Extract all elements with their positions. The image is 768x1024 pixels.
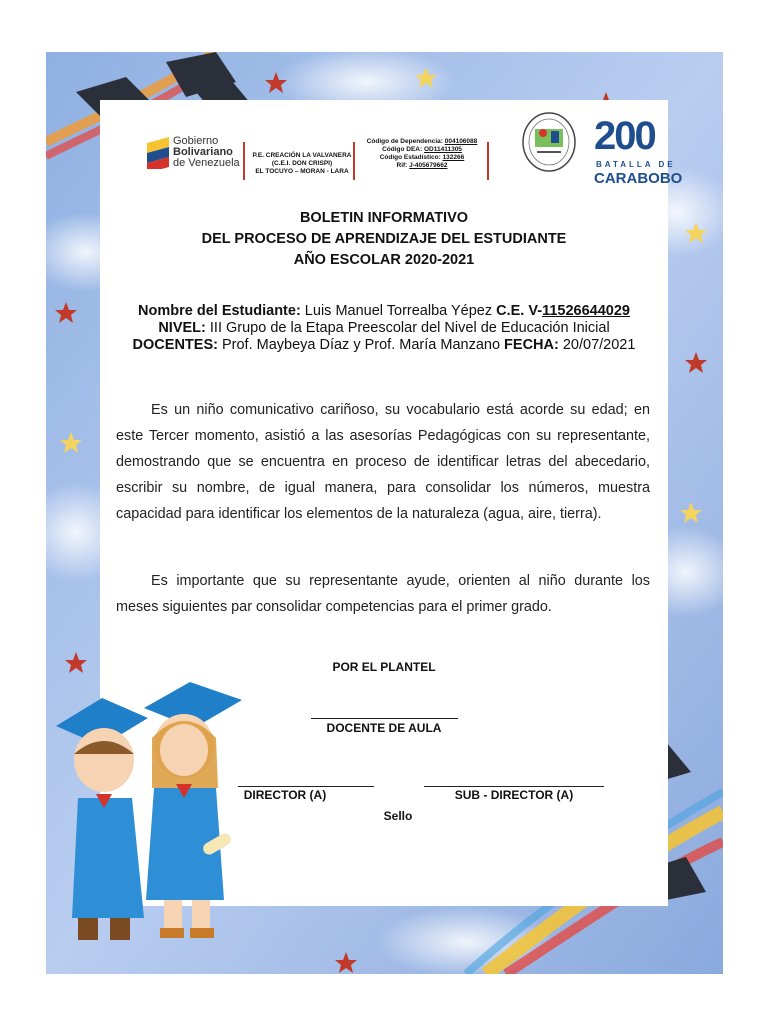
- school-codes: Código de Dependencia: 004106088 Código DEA: OD11411305 Código Estadístico: 132266 Rif: J-405679662: [366, 138, 478, 169]
- report-paragraph-1: Es un niño comunicativo cariñoso, su vocabulario está acorde su edad; en este Tercer momento, asistió a las asesorías Pedagógicas con su representante, demostrando que se encuentra en proceso de identificar letras del abecedario, escribir su nombre, de igual manera, para consolidar los números, muestra capacidad para identificar los elementos de la naturaleza (agua, aire, tierra).: [116, 402, 650, 522]
- ce-label: C.E. V-: [496, 303, 543, 319]
- bicent-number: 200: [594, 114, 655, 158]
- nivel-label: NIVEL:: [158, 320, 206, 336]
- fecha-label: FECHA:: [504, 337, 559, 353]
- por-el-plantel: POR EL PLANTEL: [332, 660, 436, 674]
- subdirector-label: SUB - DIRECTOR (A): [454, 788, 574, 802]
- header-divider: [243, 142, 245, 180]
- gobierno-line2: Bolivariano: [173, 146, 233, 158]
- docentes-row: [100, 337, 668, 354]
- gobierno-line1: Gobierno: [173, 135, 219, 147]
- document-header: [147, 106, 693, 206]
- school-seal-icon: [521, 111, 577, 173]
- header-divider: [487, 142, 489, 180]
- sello-label: Sello: [383, 809, 413, 823]
- title-line2: DEL PROCESO DE APRENDIZAJE DEL ESTUDIANTE: [201, 231, 567, 247]
- report-paragraph-2: Es importante que su representante ayude, orienten al niño durante los meses siguientes par consolidar competencias para el primer grado.: [116, 573, 650, 615]
- gobierno-line3: de Venezuela: [173, 157, 240, 169]
- ce-number: 11526644029: [542, 303, 630, 319]
- nivel-value: III Grupo de la Etapa Preescolar del Nivel de Educación Inicial: [205, 320, 610, 336]
- bicent-carabobo: CARABOBO: [594, 170, 683, 187]
- venezuela-flag-icon: [147, 137, 169, 169]
- student-name-row: [100, 303, 668, 320]
- director-signature-line: [238, 786, 374, 787]
- docentes-value: Prof. Maybeya Díaz y Prof. María Manzano: [217, 337, 505, 353]
- docente-label: DOCENTE DE AULA: [326, 721, 442, 735]
- name-label: Nombre del Estudiante:: [138, 303, 301, 319]
- bicentenario-logo: [590, 114, 690, 194]
- document-title: [100, 208, 668, 271]
- gobierno-logo: [147, 136, 240, 169]
- subdirector-signature-line: [424, 786, 604, 787]
- title-line3: AÑO ESCOLAR 2020-2021: [293, 252, 475, 268]
- docentes-label: DOCENTES:: [132, 337, 218, 353]
- graduates-illustration: [52, 668, 252, 952]
- bicent-batalla: BATALLA DE: [596, 160, 676, 169]
- school-name: P.E. CREACIÓN LA VALVANERA (C.E.I. DON CRISPI) EL TOCUYO – MORAN - LARA: [252, 152, 352, 175]
- student-name: Luis Manuel Torrealba Yépez: [300, 303, 497, 319]
- nivel-row: [100, 320, 668, 337]
- title-line1: BOLETIN INFORMATIVO: [299, 210, 469, 226]
- fecha-value: 20/07/2021: [558, 337, 636, 353]
- docente-signature-line: [311, 718, 458, 719]
- director-label: DIRECTOR (A): [243, 788, 327, 802]
